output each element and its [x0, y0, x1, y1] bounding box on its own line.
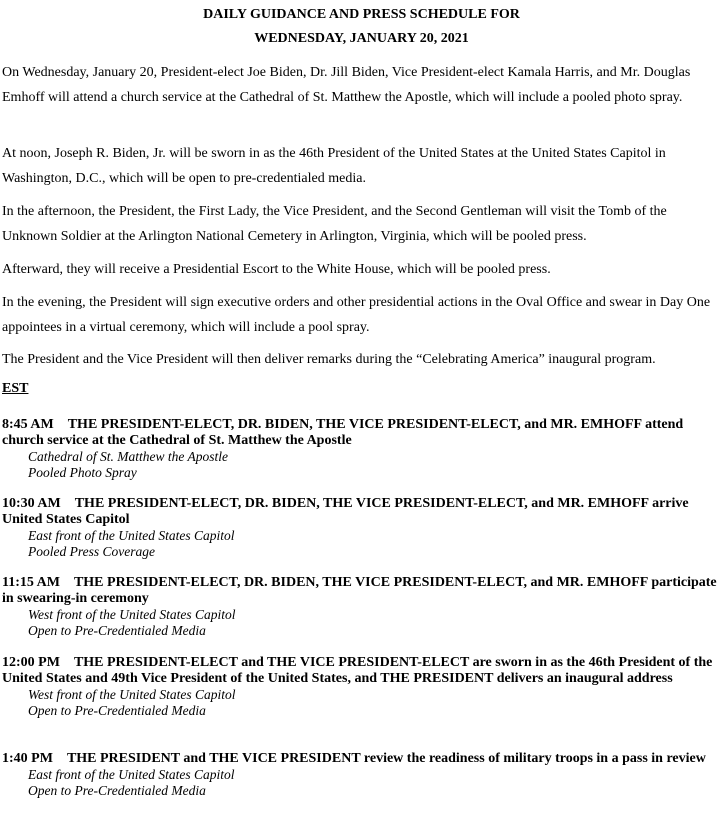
event-time: 8:45 AM — [2, 417, 54, 432]
paragraph-church-service: On Wednesday, January 20, President-elect Joe Biden, Dr. Jill Biden, Vice President-elect Kamala Harris, and Mr. Douglas Emhoff will attend a church service at the Cathedral of St. Matthew the Apostle, which will include a pooled photo spray. — [2, 65, 691, 105]
event-description: THE PRESIDENT-ELECT, DR. BIDEN, THE VICE PRESIDENT-ELECT, and MR. EMHOFF arrive United States Capitol — [2, 496, 689, 527]
event-coverage: Open to Pre-Credentialed Media — [28, 623, 206, 638]
paragraph-escort: Afterward, they will receive a Presidential Escort to the White House, which will be pooled press. — [2, 262, 551, 277]
event-heading — [2, 751, 722, 767]
event-location: West front of the United States Capitol — [28, 607, 236, 622]
event-location: East front of the United States Capitol — [28, 767, 235, 782]
event-description: THE PRESIDENT and THE VICE PRESIDENT review the readiness of military troops in a pass in review — [66, 751, 706, 766]
event-coverage: Pooled Press Coverage — [28, 544, 155, 559]
event-time: 11:15 AM — [2, 575, 60, 590]
schedule-event — [2, 575, 722, 639]
event-heading — [2, 417, 722, 449]
paragraph-swearing-in: At noon, Joseph R. Biden, Jr. will be sworn in as the 46th President of the United States at the United States Capitol in Washington, D.C., which will be open to pre-credentialed media. — [2, 146, 666, 186]
event-description: THE PRESIDENT-ELECT, DR. BIDEN, THE VICE PRESIDENT-ELECT, and MR. EMHOFF participate in swearing-in ceremony — [2, 575, 717, 606]
event-description: THE PRESIDENT-ELECT and THE VICE PRESIDENT-ELECT are sworn in as the 46th President of the United States and 49th Vice President of the United States, and THE PRESIDENT delivers an inaugural address — [2, 655, 713, 686]
event-heading — [2, 655, 722, 687]
paragraph-remarks: The President and the Vice President will then deliver remarks during the “Celebrating America” inaugural program. — [2, 352, 656, 367]
schedule-event — [2, 751, 722, 799]
event-time: 1:40 PM — [2, 751, 53, 766]
schedule-event — [2, 655, 722, 719]
schedule-event — [2, 417, 722, 481]
event-coverage: Open to Pre-Credentialed Media — [28, 783, 206, 798]
document-title-line-2: WEDNESDAY, JANUARY 20, 2021 — [254, 31, 469, 46]
event-heading — [2, 575, 722, 607]
event-heading — [2, 496, 722, 528]
event-coverage: Open to Pre-Credentialed Media — [28, 703, 206, 718]
paragraph-afternoon: In the afternoon, the President, the First Lady, the Vice President, and the Second Gentleman will visit the Tomb of the Unknown Soldier at the Arlington National Cemetery in Arlington, Virginia, which will be pooled press. — [2, 204, 667, 244]
event-coverage: Pooled Photo Spray — [28, 465, 137, 480]
timezone-label: EST — [2, 381, 29, 396]
event-description: THE PRESIDENT-ELECT, DR. BIDEN, THE VICE PRESIDENT-ELECT, and MR. EMHOFF attend church service at the Cathedral of St. Matthew the Apostle — [2, 417, 684, 448]
event-time: 12:00 PM — [2, 655, 60, 670]
event-time: 10:30 AM — [2, 496, 61, 511]
event-location: West front of the United States Capitol — [28, 687, 236, 702]
schedule-event — [2, 496, 722, 560]
paragraph-evening: In the evening, the President will sign executive orders and other presidential actions in the Oval Office and swear in Day One appointees in a virtual ceremony, which will include a pool spray. — [2, 295, 711, 335]
event-location: East front of the United States Capitol — [28, 528, 235, 543]
event-location: Cathedral of St. Matthew the Apostle — [28, 449, 228, 464]
document-title-line-1: DAILY GUIDANCE AND PRESS SCHEDULE FOR — [203, 7, 520, 22]
